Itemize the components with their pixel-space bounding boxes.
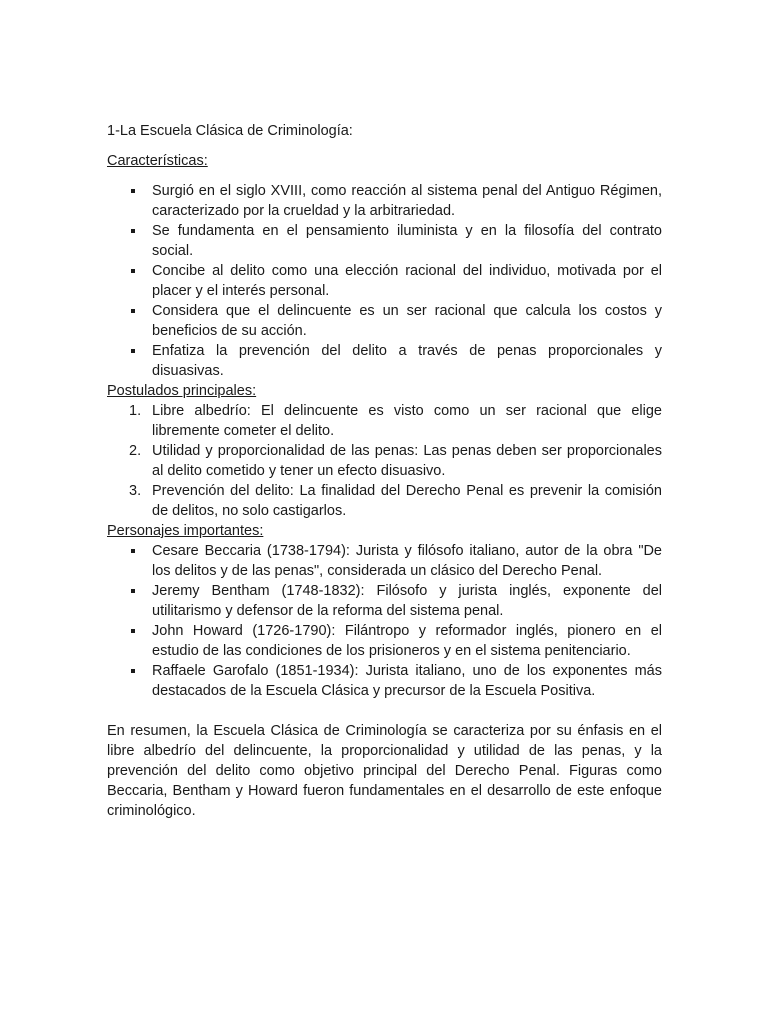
list-number: 3. xyxy=(129,483,142,499)
list-item: Jeremy Bentham (1748-1832): Filósofo y jurista inglés, exponente del utilitarismo y defensor de la reforma del sistema penal. xyxy=(107,581,662,621)
list-item: Considera que el delincuente es un ser racional que calcula los costos y beneficios de su acción. xyxy=(107,301,662,341)
postulados-list xyxy=(107,401,662,521)
list-number: 1. xyxy=(129,403,142,419)
list-number: 2. xyxy=(129,443,142,459)
list-item: Enfatiza la prevención del delito a través de penas proporcionales y disuasivas. xyxy=(107,341,662,381)
list-item-text: Prevención del delito: La finalidad del Derecho Penal es prevenir la comisión de delitos, no solo castigarlos. xyxy=(152,483,662,519)
list-item-text: Utilidad y proporcionalidad de las penas: Las penas deben ser proporcionales al delito cometido y tener un efecto disuasivo. xyxy=(152,443,662,479)
list-item: John Howard (1726-1790): Filántropo y reformador inglés, pionero en el estudio de las condiciones de los prisioneros y en el sistema penitenciario. xyxy=(107,621,662,661)
list-item: Raffaele Garofalo (1851-1934): Jurista italiano, uno de los exponentes más destacados de la Escuela Clásica y precursor de la Escuela Positiva. xyxy=(107,661,662,701)
caracteristicas-heading: Características: xyxy=(107,153,208,169)
document-title: 1-La Escuela Clásica de Criminología: xyxy=(107,123,353,139)
list-item: Cesare Beccaria (1738-1794): Jurista y filósofo italiano, autor de la obra "De los delitos y de las penas", considerada un clásico del Derecho Penal. xyxy=(107,541,662,581)
list-item: Se fundamenta en el pensamiento iluminista y en la filosofía del contrato social. xyxy=(107,221,662,261)
caracteristicas-list xyxy=(107,181,662,381)
personajes-list xyxy=(107,541,662,701)
list-item-text: Libre albedrío: El delincuente es visto como un ser racional que elige libremente cometer el delito. xyxy=(152,403,662,439)
personajes-heading: Personajes importantes: xyxy=(107,523,264,539)
postulados-heading: Postulados principales: xyxy=(107,383,257,399)
list-item xyxy=(107,481,662,521)
list-item: Concibe al delito como una elección racional del individuo, motivada por el placer y el interés personal. xyxy=(107,261,662,301)
list-item xyxy=(107,441,662,481)
document-page xyxy=(107,121,662,821)
list-item: Surgió en el siglo XVIII, como reacción al sistema penal del Antiguo Régimen, caracterizado por la crueldad y la arbitrariedad. xyxy=(107,181,662,221)
summary-paragraph: En resumen, la Escuela Clásica de Criminología se caracteriza por su énfasis en el libre albedrío del delincuente, la proporcionalidad y utilidad de las penas, y la prevención del delito como objetivo principal del Derecho Penal. Figuras como Beccaria, Bentham y Howard fueron fundamentales en el desarrollo de este enfoque criminológico. xyxy=(107,723,662,819)
list-item xyxy=(107,401,662,441)
